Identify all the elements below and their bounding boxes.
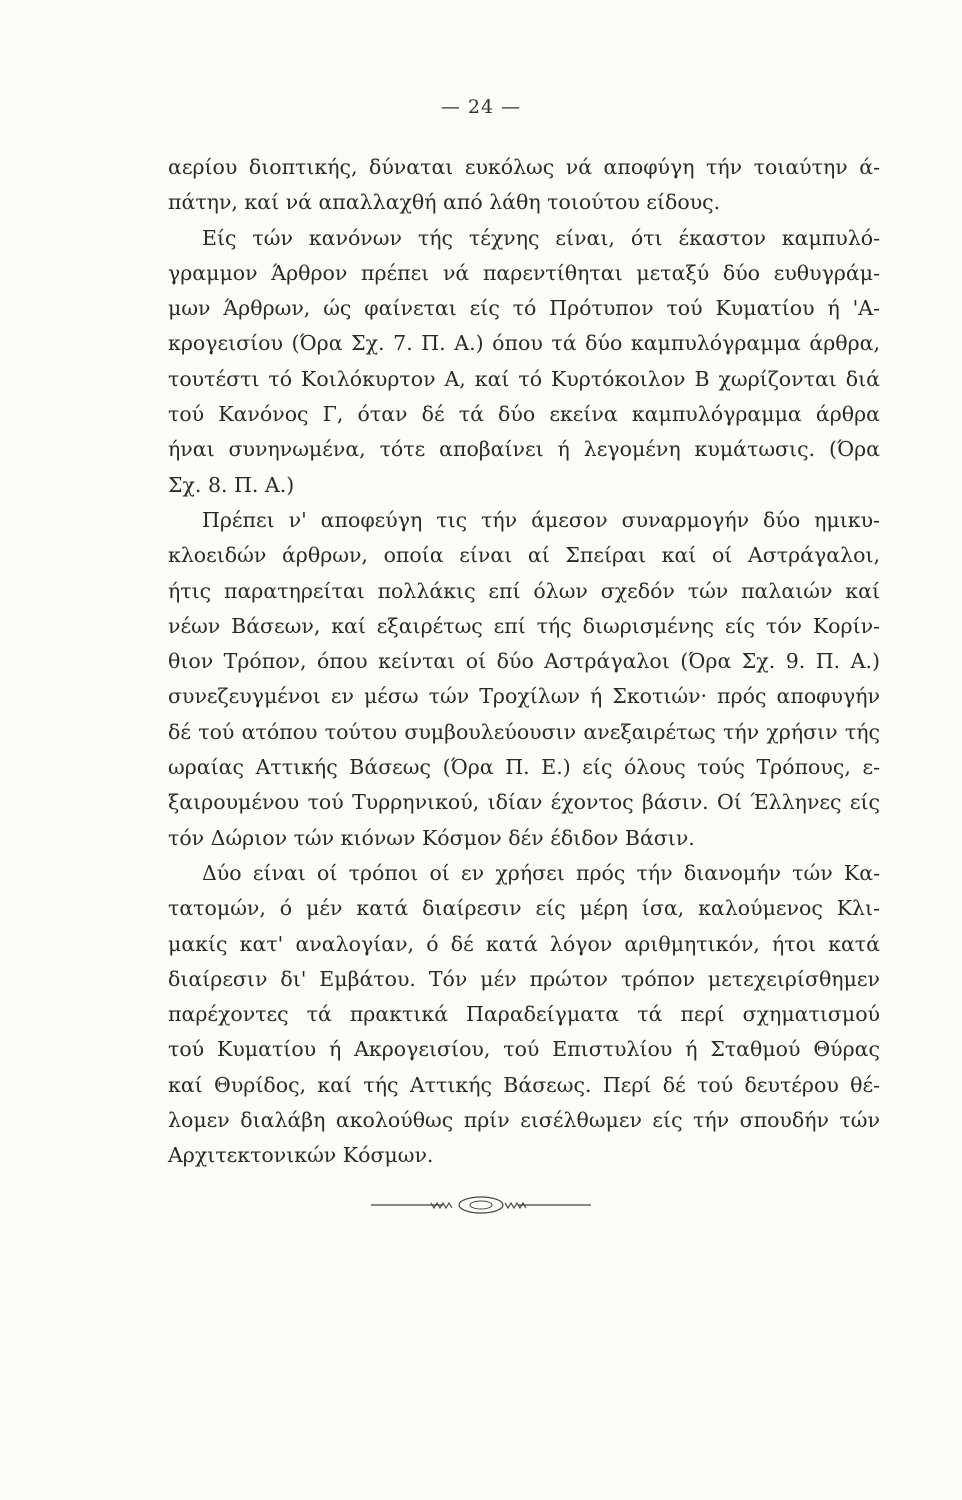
text-line: μων Άρθρων, ώς φαίνεται είς τό Πρότυπον τού Κυματίου ή 'Α- xyxy=(168,296,880,321)
text-line: Αρχιτεκτονικών Κόσμων. xyxy=(168,1143,434,1168)
text-line: παρέχοντες τά πρακτικά Παραδείγματα τά περί σχηματισμού xyxy=(168,1002,880,1027)
text-line: θιον Τρόπον, όπου κείνται οί δύο Αστράγαλοι (Όρα Σχ. 9. Π. Α.) xyxy=(168,649,880,674)
text-line: διαίρεσιν δι' Εμβάτου. Τόν μέν πρώτον τρόπον μετεχειρίσθημεν xyxy=(168,966,880,991)
text-line: ήναι συνηνωμένα, τότε αποβαίνει ή λεγομένη κυμάτωσις. (Όρα xyxy=(168,437,880,462)
text-line: αερίου διοπτικής, δύναται ευκόλως νά αποφύγη τήν τοιαύτην ά- xyxy=(168,155,880,179)
text-line: ωραίας Αττικής Βάσεως (Όρα Π. Ε.) είς όλους τούς Τρόπους, ε- xyxy=(168,755,880,780)
text-line: γραμμον Άρθρον πρέπει νά παρεντίθηται μεταξύ δύο ευθυγράμ- xyxy=(168,260,880,285)
body-text xyxy=(168,150,880,1174)
text-line: καί Θυρίδος, καί τής Αττικής Βάσεως. Περί δέ τού δευτέρου θέ- xyxy=(168,1072,880,1097)
text-line: τόν Δώριον τών κιόνων Κόσμον δέν έδιδον Βάσιν. xyxy=(168,825,695,850)
text-line: δέ τού ατόπου τούτου συμβουλεύουσιν ανεξαιρέτως τήν χρήσιν τής xyxy=(168,719,880,744)
text-line: πάτην, καί νά απαλλαχθή από λάθη τοιούτου είδους. xyxy=(168,190,721,215)
text-line: Είς τών κανόνων τής τέχνης είναι, ότι έκαστον καμπυλό- xyxy=(202,225,880,250)
text-line: τουτέστι τό Κοιλόκυρτον Α, καί τό Κυρτόκοιλον Β χωρίζονται διά xyxy=(168,366,880,391)
ornament-divider-icon xyxy=(0,1193,962,1217)
text-line: Σχ. 8. Π. Α.) xyxy=(168,472,295,497)
text-line: νέων Βάσεων, καί εξαιρέτως επί τής διωρισμένης είς τόν Κορίν- xyxy=(168,613,880,638)
text-line: ξαιρουμένου τού Τυρρηνικού, ιδίαν έχοντος βάσιν. Οί Έλληνες είς xyxy=(168,790,880,815)
text-line: συνεζευγμένοι εν μέσω τών Τροχίλων ή Σκοτιών· πρός αποφυγήν xyxy=(168,684,880,709)
text-line: Πρέπει ν' αποφεύγη τις τήν άμεσον συναρμογήν δύο ημικυ- xyxy=(202,507,880,532)
text-line: τού Κανόνος Γ, όταν δέ τά δύο εκείνα καμπυλόγραμμα άρθρα xyxy=(168,402,880,427)
text-line: τού Κυματίου ή Ακρογεισίου, τού Επιστυλίου ή Σταθμού Θύρας xyxy=(168,1037,880,1062)
text-line: Δύο είναι οί τρόποι οί εν χρήσει πρός τήν διανομήν τών Κα- xyxy=(202,860,880,885)
text-line: μακίς κατ' αναλογίαν, ό δέ κατά λόγον αριθμητικόν, ήτοι κατά xyxy=(168,931,880,956)
text-line: κλοειδών άρθρων, οποία είναι αί Σπείραι καί οί Αστράγαλοι, xyxy=(168,543,880,568)
page-number: — 24 — xyxy=(440,96,522,118)
text-line: ήτις παρατηρείται πολλάκις επί όλων σχεδόν τών παλαιών καί xyxy=(168,578,880,603)
text-line: τατομών, ό μέν κατά διαίρεσιν είς μέρη ίσα, καλούμενος Κλι- xyxy=(168,896,880,921)
text-line: κρογεισίου (Όρα Σχ. 7. Π. Α.) όπου τά δύο καμπυλόγραμμα άρθρα, xyxy=(168,331,880,356)
text-line: λομεν διαλάβη ακολούθως πρίν εισέλθωμεν είς τήν σπουδήν τών xyxy=(168,1108,880,1133)
